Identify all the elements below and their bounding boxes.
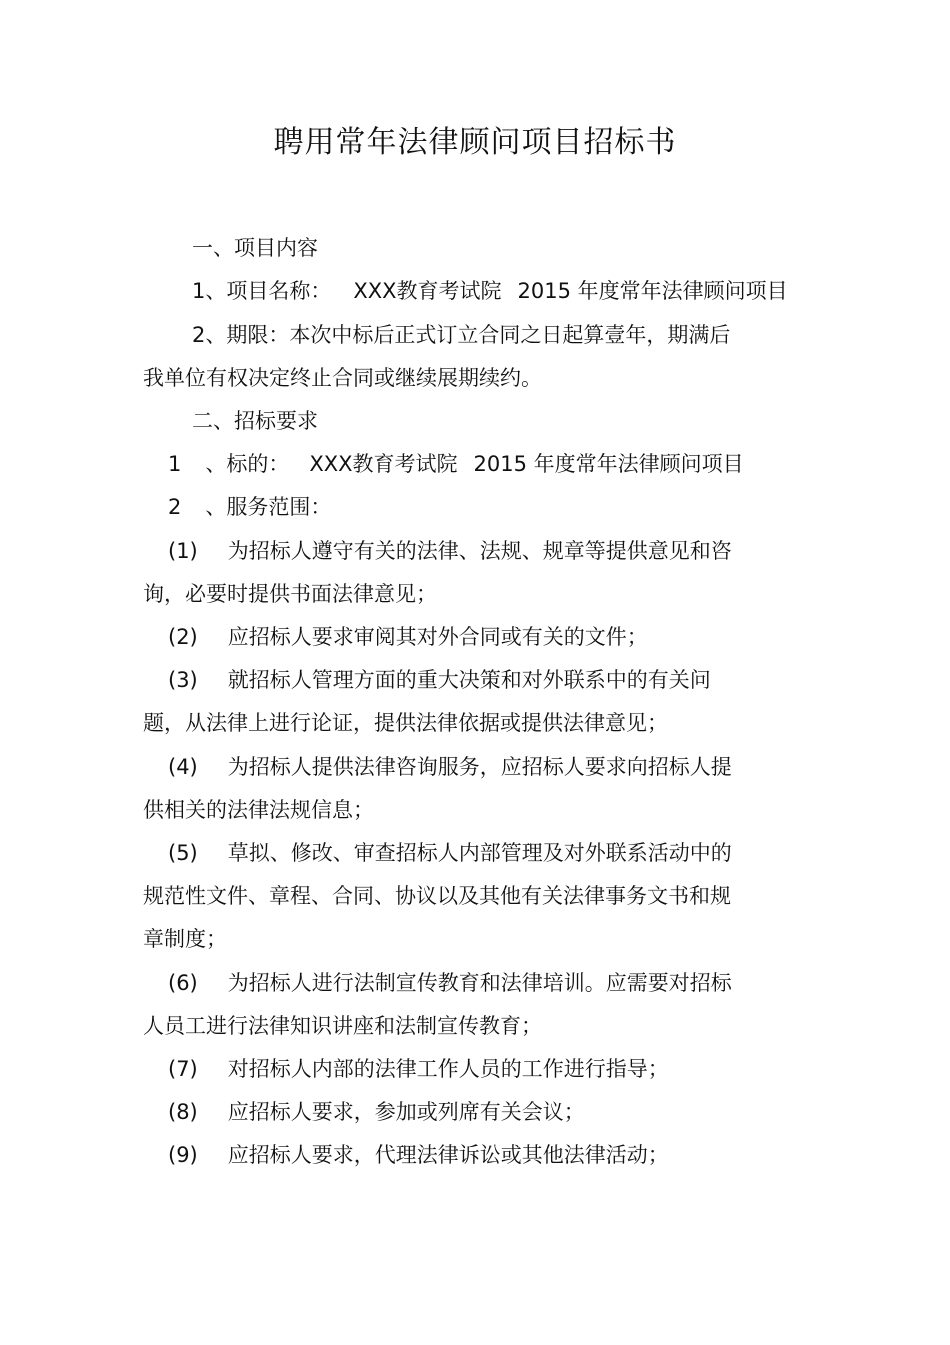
service-item-7	[168, 1053, 669, 1085]
section-heading-requirements: 二、招标要求	[192, 409, 318, 433]
service-item-6-continued: 人员工进行法律知识讲座和法制宣传教育；	[143, 1014, 542, 1038]
service-item-text: 对招标人内部的法律工作人员的工作进行指导；	[227, 1057, 669, 1081]
project-name-org: XXX教育考试院	[353, 279, 502, 303]
subject-number: 1	[168, 452, 182, 476]
service-scope-line	[168, 491, 331, 523]
service-item-text: 应招标人要求，参加或列席有关会议；	[227, 1100, 585, 1124]
service-item-text: 为招标人遵守有关的法律、法规、规章等提供意见和咨	[227, 539, 732, 563]
service-item-6	[168, 967, 732, 999]
service-item-3-continued: 题，从法律上进行论证，提供法律依据或提供法律意见；	[143, 711, 668, 735]
service-item-1	[168, 535, 732, 567]
subject-line	[168, 448, 744, 480]
project-name-line	[192, 275, 788, 307]
service-item-3	[168, 664, 711, 696]
service-item-number: (4)	[168, 755, 198, 779]
subject-label: 、标的：	[205, 452, 290, 476]
service-item-5-continued-2: 章制度；	[143, 927, 227, 951]
project-name-label: 1、项目名称：	[192, 279, 332, 303]
service-item-8	[168, 1096, 585, 1128]
service-item-number: (5)	[168, 841, 198, 865]
document-title: 聘用常年法律顾问项目招标书	[273, 125, 677, 160]
service-item-4	[168, 751, 732, 783]
service-item-text: 应招标人要求审阅其对外合同或有关的文件；	[227, 625, 648, 649]
service-item-text: 草拟、修改、审查招标人内部管理及对外联系活动中的	[227, 841, 732, 865]
service-item-number: (2)	[168, 625, 198, 649]
service-item-2	[168, 621, 648, 653]
subject-org: XXX教育考试院	[309, 452, 458, 476]
service-item-number: (6)	[168, 971, 198, 995]
service-item-number: (3)	[168, 668, 198, 692]
service-item-1-continued: 询，必要时提供书面法律意见；	[143, 582, 437, 606]
service-item-number: (8)	[168, 1100, 198, 1124]
project-name-year: 2015 年度常年法律顾问项目	[517, 279, 788, 303]
service-item-text: 为招标人进行法制宣传教育和法律培训。应需要对招标	[227, 971, 732, 995]
service-item-5-continued-1: 规范性文件、章程、合同、协议以及其他有关法律事务文书和规	[143, 884, 731, 908]
service-item-4-continued: 供相关的法律法规信息；	[143, 798, 374, 822]
service-item-number: (1)	[168, 539, 198, 563]
service-scope-number: 2	[168, 495, 182, 519]
service-item-number: (7)	[168, 1057, 198, 1081]
service-scope-label: 、服务范围：	[205, 495, 332, 519]
service-item-number: (9)	[168, 1143, 198, 1167]
service-item-text: 应招标人要求，代理法律诉讼或其他法律活动；	[227, 1143, 669, 1167]
term-line-1: 2、期限：本次中标后正式订立合同之日起算壹年，期满后	[192, 323, 731, 347]
section-heading-project-content: 一、项目内容	[192, 236, 318, 260]
service-item-5	[168, 837, 732, 869]
service-item-text: 就招标人管理方面的重大决策和对外联系中的有关问	[227, 668, 711, 692]
service-item-9	[168, 1139, 669, 1171]
subject-year: 2015 年度常年法律顾问项目	[473, 452, 744, 476]
term-line-2: 我单位有权决定终止合同或继续展期续约。	[143, 366, 542, 390]
service-item-text: 为招标人提供法律咨询服务，应招标人要求向招标人提	[227, 755, 732, 779]
